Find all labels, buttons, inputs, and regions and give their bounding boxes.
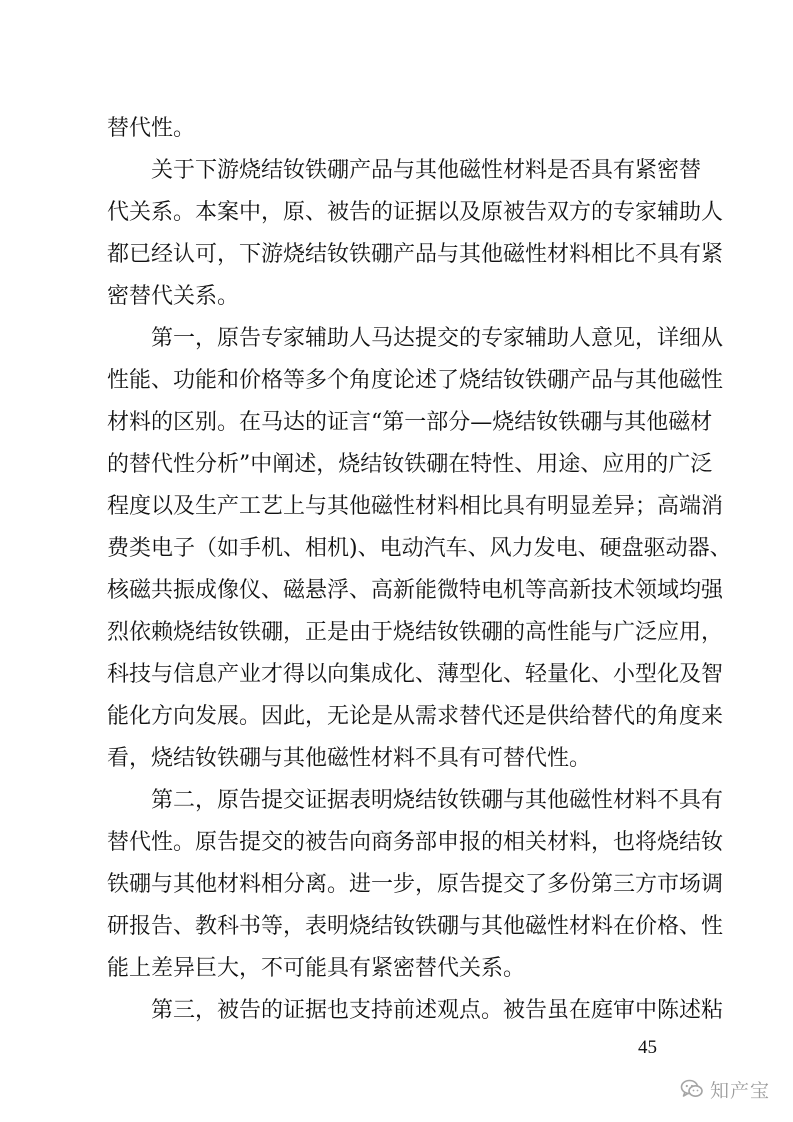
text-line: 替代性。原告提交的被告向商务部申报的相关材料，也将烧结钕 (107, 830, 724, 855)
text-line: 研报告、教科书等，表明烧结钕铁硼与其他磁性材料在价格、性 (107, 914, 724, 939)
text-line: 代关系。本案中，原、被告的证据以及原被告双方的专家辅助人 (107, 200, 724, 225)
watermark (680, 1074, 770, 1104)
text-line: 的替代性分析”中阐述，烧结钕铁硼在特性、用途、应用的广泛 (107, 452, 713, 477)
text-line: 程度以及生产工艺上与其他磁性材料相比具有明显差异；高端消 (107, 494, 724, 519)
text-line: 材料的区别。在马达的证言“第一部分—烧结钕铁硼与其他磁材 (107, 410, 713, 435)
text-line: 科技与信息产业才得以向集成化、薄型化、轻量化、小型化及智 (107, 662, 724, 687)
text-line: 性能、功能和价格等多个角度论述了烧结钕铁硼产品与其他磁性 (107, 368, 724, 393)
text-line: 替代性。 (107, 116, 196, 141)
text-line: 烈依赖烧结钕铁硼，正是由于烧结钕铁硼的高性能与广泛应用， (107, 620, 724, 645)
watermark-text: 知产宝 (710, 1079, 771, 1102)
text-line: 关于下游烧结钕铁硼产品与其他磁性材料是否具有紧密替 (151, 158, 702, 183)
text-line: 铁硼与其他材料相分离。进一步，原告提交了多份第三方市场调 (107, 872, 724, 897)
text-line: 核磁共振成像仪、磁悬浮、高新能微特电机等高新技术领域均强 (107, 578, 724, 603)
text-line: 第二，原告提交证据表明烧结钕铁硼与其他磁性材料不具有 (151, 788, 724, 813)
text-line: 能上差异巨大，不可能具有紧密替代关系。 (107, 956, 526, 981)
text-line: 密替代关系。 (107, 284, 240, 309)
text-line: 第一，原告专家辅助人马达提交的专家辅助人意见，详细从 (151, 326, 724, 351)
text-line: 第三，被告的证据也支持前述观点。被告虽在庭审中陈述粘 (151, 998, 724, 1023)
page-number: 45 (638, 1037, 657, 1058)
text-line: 看，烧结钕铁硼与其他磁性材料不具有可替代性。 (107, 746, 592, 771)
text-line: 都已经认可，下游烧结钕铁硼产品与其他磁性材料相比不具有紧 (107, 242, 724, 267)
text-line: 能化方向发展。因此，无论是从需求替代还是供给替代的角度来 (107, 704, 724, 729)
wechat-icon (680, 1078, 704, 1100)
text-line: 费类电子（如手机、相机)、电动汽车、风力发电、硬盘驱动器、 (107, 536, 732, 561)
